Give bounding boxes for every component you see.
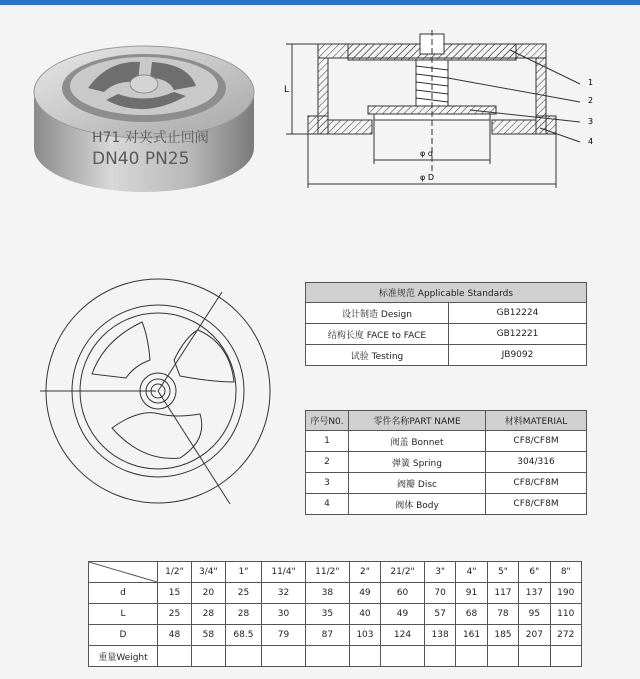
dimension-value: 35 xyxy=(305,604,349,625)
product-photo xyxy=(28,30,260,200)
size-header: 21/2" xyxy=(381,562,425,583)
table-row xyxy=(306,494,587,515)
standards-value: GB12221 xyxy=(449,324,587,345)
label-L: L xyxy=(284,85,290,95)
dimension-value: 272 xyxy=(550,625,581,646)
standards-label: 试验 Testing xyxy=(306,345,449,366)
dimension-value: 138 xyxy=(424,625,455,646)
part-no: 1 xyxy=(306,431,349,452)
dimension-value: 49 xyxy=(349,583,380,604)
table-row xyxy=(89,604,582,625)
dimension-value xyxy=(191,646,225,667)
dimension-value: 68.5 xyxy=(225,625,261,646)
size-header: 11/4" xyxy=(262,562,306,583)
dimension-value xyxy=(381,646,425,667)
dimension-value: 28 xyxy=(191,604,225,625)
part-material: 304/316 xyxy=(486,452,587,473)
size-header: 2" xyxy=(349,562,380,583)
size-header: 1/2" xyxy=(158,562,192,583)
dimension-value: 38 xyxy=(305,583,349,604)
parts-table xyxy=(305,410,587,515)
dimension-value xyxy=(262,646,306,667)
callout-3: 3 xyxy=(588,117,594,126)
part-name: 弹簧 Spring xyxy=(349,452,486,473)
dimension-value: 60 xyxy=(381,583,425,604)
standards-value: JB9092 xyxy=(449,345,587,366)
callout-1: 1 xyxy=(588,78,594,87)
dimension-value: 161 xyxy=(456,625,487,646)
table-row xyxy=(306,452,587,473)
dimension-value xyxy=(424,646,455,667)
dimension-value: 117 xyxy=(487,583,518,604)
size-header: 6" xyxy=(519,562,550,583)
size-header: 3/4" xyxy=(191,562,225,583)
parts-header-no: 序号N0. xyxy=(306,411,349,431)
dimension-value: 25 xyxy=(225,583,261,604)
dimension-value: 58 xyxy=(191,625,225,646)
part-name: 阀盖 Bonnet xyxy=(349,431,486,452)
dimension-value: 124 xyxy=(381,625,425,646)
table-row xyxy=(306,303,587,324)
dimension-label: L xyxy=(89,604,158,625)
dimension-label: d xyxy=(89,583,158,604)
dimension-value: 207 xyxy=(519,625,550,646)
dimension-value: 110 xyxy=(550,604,581,625)
photo-cast-text-1: H71 对夹式止回阀 xyxy=(92,130,209,146)
section-drawing xyxy=(270,28,610,206)
table-row xyxy=(306,345,587,366)
dimensions-corner-cell xyxy=(89,562,158,583)
dimension-value xyxy=(487,646,518,667)
standards-value: GB12224 xyxy=(449,303,587,324)
dimension-value xyxy=(349,646,380,667)
dimension-value: 40 xyxy=(349,604,380,625)
dimension-value: 15 xyxy=(158,583,192,604)
dimension-value: 30 xyxy=(262,604,306,625)
table-row xyxy=(306,473,587,494)
part-name: 阀体 Body xyxy=(349,494,486,515)
size-header: 3" xyxy=(424,562,455,583)
dimension-value xyxy=(456,646,487,667)
dimension-value: 20 xyxy=(191,583,225,604)
dimension-value: 49 xyxy=(381,604,425,625)
callout-4: 4 xyxy=(588,137,594,146)
dimension-value: 95 xyxy=(519,604,550,625)
dimension-value: 103 xyxy=(349,625,380,646)
dimension-value xyxy=(158,646,192,667)
part-no: 3 xyxy=(306,473,349,494)
dimension-value xyxy=(225,646,261,667)
front-view-drawing xyxy=(30,278,300,528)
dimension-value: 32 xyxy=(262,583,306,604)
size-header: 1" xyxy=(225,562,261,583)
dimension-value: 57 xyxy=(424,604,455,625)
standards-label: 设计制造 Design xyxy=(306,303,449,324)
dimension-value: 79 xyxy=(262,625,306,646)
table-row xyxy=(306,431,587,452)
part-material: CF8/CF8M xyxy=(486,473,587,494)
size-header: 8" xyxy=(550,562,581,583)
dimension-value: 91 xyxy=(456,583,487,604)
callout-2: 2 xyxy=(588,96,594,105)
part-material: CF8/CF8M xyxy=(486,494,587,515)
dimension-value: 28 xyxy=(225,604,261,625)
part-name: 阀瓣 Disc xyxy=(349,473,486,494)
dimension-value: 87 xyxy=(305,625,349,646)
size-header: 4" xyxy=(456,562,487,583)
dimension-value: 70 xyxy=(424,583,455,604)
standards-header: 标准规范 Applicable Standards xyxy=(306,283,587,303)
dimension-value xyxy=(305,646,349,667)
part-material: CF8/CF8M xyxy=(486,431,587,452)
label-D: φ D xyxy=(420,173,434,182)
dimension-value: 137 xyxy=(519,583,550,604)
part-no: 2 xyxy=(306,452,349,473)
dimension-label: 重量Weight xyxy=(89,646,158,667)
dimension-value: 68 xyxy=(456,604,487,625)
table-row xyxy=(89,625,582,646)
standards-table xyxy=(305,282,587,366)
dimension-value: 190 xyxy=(550,583,581,604)
parts-header-material: 材料MATERIAL xyxy=(486,411,587,431)
label-d: φ d xyxy=(420,149,433,158)
dimension-value xyxy=(550,646,581,667)
top-accent-bar xyxy=(0,0,640,5)
photo-cast-text-2: DN40 PN25 xyxy=(92,149,190,169)
dimensions-table xyxy=(88,561,582,667)
table-row xyxy=(89,646,582,667)
dimension-value: 25 xyxy=(158,604,192,625)
dimension-value xyxy=(519,646,550,667)
size-header: 5" xyxy=(487,562,518,583)
parts-header-name: 零件名称PART NAME xyxy=(349,411,486,431)
dimension-value: 48 xyxy=(158,625,192,646)
dimension-value: 78 xyxy=(487,604,518,625)
standards-label: 结构长度 FACE to FACE xyxy=(306,324,449,345)
table-row xyxy=(89,583,582,604)
table-row xyxy=(306,324,587,345)
dimension-value: 185 xyxy=(487,625,518,646)
part-no: 4 xyxy=(306,494,349,515)
dimension-label: D xyxy=(89,625,158,646)
size-header: 11/2" xyxy=(305,562,349,583)
